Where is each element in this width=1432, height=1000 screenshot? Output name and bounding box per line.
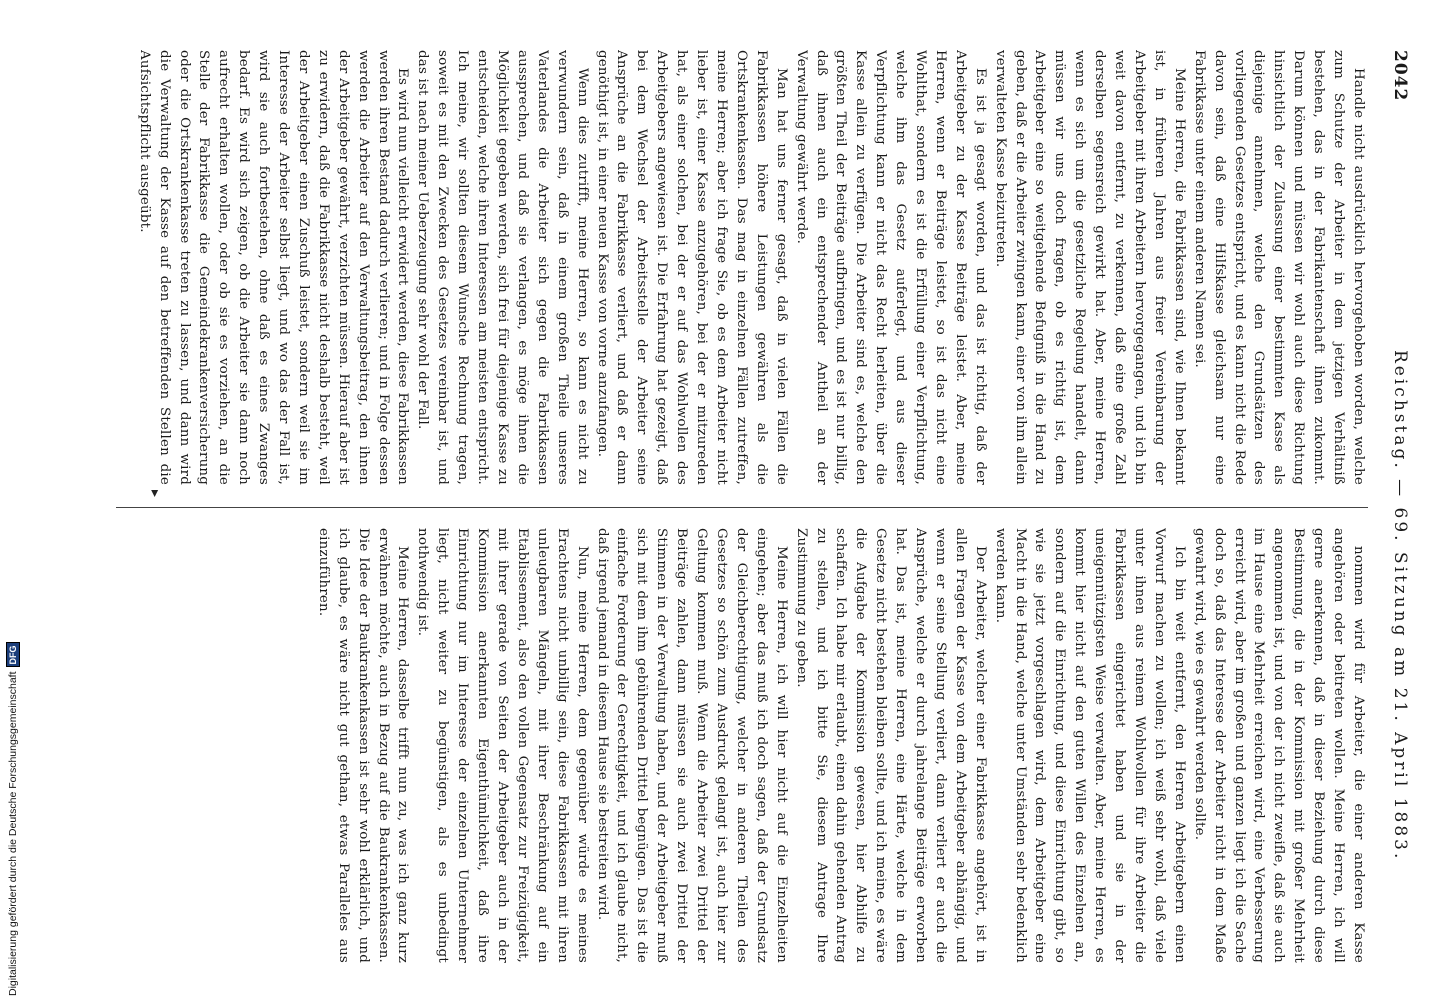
paragraph: Nun, meine Herren, dem gegenüber würde es meines Erachtens nicht unbillig sein, diese Fabrikkassen mit ihren unleugbaren Mängeln, mit ihrer Beschränkung auf ein Etablissement, also den vollen Gegensatz zur Freizügigkeit, mit ihrer gerade von Seiten der Arbeitgeber auch in der Kommission anerkannten Eigenthümlichkeit, daß ihre Einrichtung nur im Interesse der einzelnen Unternehmer liegt, nicht weiter zu begünstigen, als es unbedingt nothwendig ist. xyxy=(415,528,590,963)
fold-marker-icon: ▸ xyxy=(147,490,163,498)
paragraph: Man hat uns ferner gesagt, daß in vielen Fällen die Fabrikkassen höhere Leistungen gewähren als die Ortskrankenkassen. Das mag in einzelnen Fällen zutreffen, meine Herren; aber ich frage Sie, ob es dem Arbeiter nicht lieber ist, einer Kasse anzugehören, bei der er mitzureden hat, als einer solchen, bei der er auf das Wohlwollen des Arbeitgebers angewiesen ist. Die Erfahrung hat gezeigt, daß bei dem Wechsel der Arbeitsstelle der Arbeiter seine Ansprüche an die Fabrikkasse verliert, und daß er dann genöthigt ist, in einer neuen Kasse von vorne anzufangen. xyxy=(594,50,789,485)
paragraph: Handle nicht ausdrücklich hervorgehoben worden, welche zum Schutze der Arbeiter in dem jetzigen Verhältniß bestehen, das in der Fabrikantenschaft ihnen zukommt. Darum können und müssen wir wohl auch diese Richtung hinsichtlich der Zulassung einer bestimmten Kasse als diejenige annehmen, welche den Grundsätzen des vorliegenden Gesetzes entspricht, und es kann nicht die Rede davon sein, daß eine Hilfskasse gleichsam nur eine Fabrikkasse unter einem anderen Namen sei. xyxy=(1191,50,1366,485)
column-divider xyxy=(116,507,1368,508)
paragraph: Es ist ja gesagt worden, und das ist richtig, daß der Arbeitgeber zu der Kasse Beiträge leistet. Aber, meine Herren, wenn er Beiträge leistet, so ist das nicht eine Wohlthat, sondern es ist die Erfüllung einer Verpflichtung, welche ihm das Gesetz auferlegt, und aus dieser Verpflichtung kann er nicht das Recht herleiten, über die Kasse allein zu verfügen. Die Arbeiter sind es, welche den größten Theil der Beiträge aufbringen, und es ist nur billig, daß ihnen auch ein entsprechender Antheil an der Verwaltung gewährt werde. xyxy=(793,50,988,485)
page-number: 2042 xyxy=(1390,50,1410,102)
paragraph: Es wird nun vielleicht erwidert werden, diese Fabrikkassen werden ihren Bestand dadurch verlieren; und in Folge dessen werden die Arbeiter auf den Verwaltungsbeitrag, den ihnen der Arbeitgeber gewährt, verzichten müssen. Hierauf aber ist zu erwidern, daß die Fabrikkasse nicht deshalb besteht, weil der Arbeitgeber einen Zuschuß leistet, sondern weil sie im Interesse der Arbeiter selbst liegt, und wo das der Fall ist, wird sie auch fortbestehen, ohne daß es eines Zwanges bedarf. Es wird sich zeigen, ob die Arbeiter sie dann noch aufrecht erhalten wollen, oder ob sie es vorziehen, an die Stelle der Fabrikkasse die Gemeindekrankenversicherung oder die Ortskrankenkasse treten zu lassen, und dann wird die Verwaltung der Kasse auf den betreffenden Stellen die Aufsichtspflicht ausgeübt. xyxy=(136,50,411,485)
page-header xyxy=(1380,50,1410,970)
paragraph: Meine Herren, ich will hier nicht auf die Einzelheiten eingehen; aber das muß ich doch sagen, daß der Grundsatz der Gleichberechtigung, welcher in anderen Theilen des Gesetzes so schön zum Ausdruck gelangt ist, auch hier zur Geltung kommen muß. Wenn die Arbeiter zwei Drittel der Beiträge zahlen, dann müssen sie auch zwei Drittel der Stimmen in der Verwaltung haben, und der Arbeitgeber muß sich mit dem ihm gebührenden Drittel begnügen. Das ist die einfache Forderung der Gerechtigkeit, und ich glaube nicht, daß irgend jemand in diesem Hause sie bestreiten wird. xyxy=(594,528,789,963)
digitization-credit xyxy=(6,642,20,996)
paragraph: Der Arbeiter, welcher einer Fabrikkasse angehört, ist in allen Fragen der Kasse von dem Arbeitgeber abhängig, und wenn er seine Stellung verliert, dann verliert er auch die Ansprüche, welche er durch jahrelange Beiträge erworben hat. Das ist, meine Herren, eine Härte, welche in dem Gesetze nicht bestehen bleiben sollte, und ich meine, es wäre die Aufgabe der Kommission gewesen, hier Abhilfe zu schaffen. Ich habe mir erlaubt, einen dahin gehenden Antrag zu stellen, und ich bitte Sie, diesem Antrage Ihre Zustimmung zu geben. xyxy=(793,528,988,963)
paragraph: Meine Herren, dasselbe trifft nun zu, was ich ganz kurz erwähnen möchte, auch in Bezug auf die Baukrankenkassen. Die Idee der Baukrankenkassen ist sehr wohl erklärlich, und ich glaube, es wäre nicht gut gethan, etwas Paralleles aus einzuführen. xyxy=(315,528,411,963)
dfg-logo: DFG xyxy=(6,642,20,667)
paragraph: Wenn dies zutrifft, meine Herren, so kann es nicht zu verwundern sein, daß in einem großen Theile unseres Vaterlandes die Arbeiter sich gegen die Fabrikkassen aussprechen, und daß sie verlangen, es möge ihnen die Möglichkeit gegeben werden, sich frei für diejenige Kasse zu entscheiden, welche ihren Interessen am meisten entspricht. Ich meine, wir sollten diesem Wunsche Rechnung tragen, soweit es mit den Zwecken des Gesetzes vereinbar ist, und das ist nach meiner Ueberzeugung sehr wohl der Fall. xyxy=(415,50,590,485)
paragraph: nommen wird für Arbeiter, die einer anderen Kasse angehören oder beitreten wollen. Meine Herren, ich will gerne anerkennen, daß in dieser Beziehung durch diese Bestimmung, die in der Kommission mit großer Mehrheit angenommen ist, und von der ich nicht zweifle, daß sie auch im Hause eine Mehrheit erreichen wird, eine Verbesserung erreicht wird, aber im großen und ganzen liegt ich die Sache doch so, daß das Interesse der Arbeiter nicht in dem Maße gewahrt wird, wie es gewahrt werden sollte. xyxy=(1191,528,1366,963)
text-column-right xyxy=(113,528,1368,963)
page-title: Reichstag. — 69. Sitzung am 21. April 1883. xyxy=(1390,350,1410,862)
paragraph: Ich bin weit entfernt, den Herren Arbeitgebern einen Vorwurf machen zu wollen; ich weiß sehr wohl, daß viele unter ihnen aus reinem Wohlwollen für ihre Arbeiter die Fabrikkassen eingerichtet haben und sie in der uneigennützigsten Weise verwalten. Aber, meine Herren, es kommt hier nicht auf den guten Willen des Einzelnen an, sondern auf die Einrichtung, und diese Einrichtung gibt, so wie sie jetzt vorgeschlagen wird, dem Arbeitgeber eine Macht in die Hand, welche unter Umständen sehr bedenklich werden kann. xyxy=(992,528,1187,963)
credit-text: Digitalisierung gefördert durch die Deutsche Forschungsgemeinschaft xyxy=(7,671,19,996)
document-page xyxy=(110,50,1410,970)
paragraph: Meine Herren, die Fabrikkassen sind, wie Ihnen bekannt ist, in früheren Jahren aus freier Vereinbarung der Arbeitgeber mit ihren Arbeitern hervorgegangen, und ich bin weit davon entfernt, zu verkennen, daß eine große Zahl derselben segensreich gewirkt hat. Aber, meine Herren, wenn es sich um die gesetzliche Regelung handelt, dann müssen wir uns doch fragen, ob es richtig ist, dem Arbeitgeber eine so weitgehende Befugniß in die Hand zu geben, daß er die Arbeiter zwingen kann, einer von ihm allein verwalteten Kasse beizutreten. xyxy=(992,50,1187,485)
text-column-left xyxy=(113,50,1368,485)
